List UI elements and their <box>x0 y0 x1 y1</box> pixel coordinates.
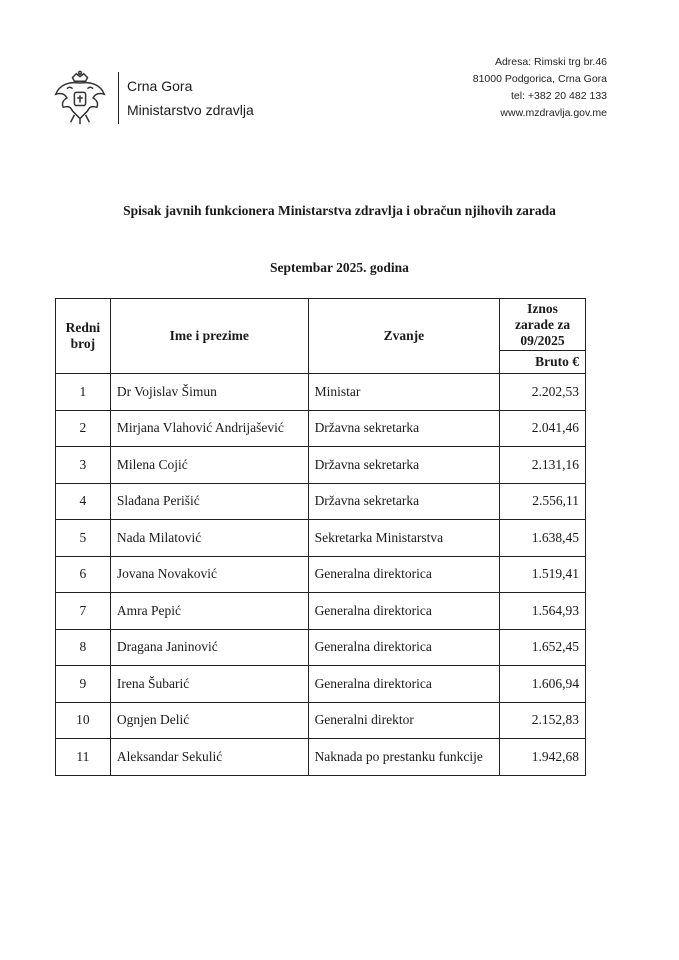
row-position: Generalna direktorica <box>308 593 500 630</box>
document-title: Spisak javnih funkcionera Ministarstva zdravlja i obračun njihovih zarada <box>123 203 556 218</box>
contact-address <box>473 54 607 122</box>
address-phone: tel: +382 20 482 133 <box>510 90 607 102</box>
row-number: 11 <box>56 739 111 776</box>
row-number: 9 <box>56 666 111 703</box>
table-row <box>56 520 586 557</box>
row-position: Generalna direktorica <box>308 556 500 593</box>
table-row <box>56 556 586 593</box>
row-name: Jovana Novaković <box>110 556 308 593</box>
row-name: Ognjen Delić <box>110 702 308 739</box>
row-number: 2 <box>56 410 111 447</box>
row-name: Mirjana Vlahović Andrijašević <box>110 410 308 447</box>
row-name: Irena Šubarić <box>110 666 308 703</box>
row-name: Amra Pepić <box>110 593 308 630</box>
table-row <box>56 374 586 411</box>
row-position: Državna sekretarka <box>308 410 500 447</box>
row-position: Naknada po prestanku funkcije <box>308 739 500 776</box>
table-row <box>56 593 586 630</box>
address-city: 81000 Podgorica, Crna Gora <box>472 73 607 85</box>
country-name: Crna Gora <box>127 78 193 94</box>
table-row <box>56 447 586 484</box>
row-number: 7 <box>56 593 111 630</box>
row-amount: 1.652,45 <box>500 629 586 666</box>
row-name: Dr Vojislav Šimun <box>110 374 308 411</box>
row-amount: 1.564,93 <box>500 593 586 630</box>
row-position: Ministar <box>308 374 500 411</box>
montenegro-coat-of-arms-icon <box>52 70 108 126</box>
header-position: Zvanje <box>308 299 500 374</box>
table-row <box>56 483 586 520</box>
table-row <box>56 702 586 739</box>
row-number: 1 <box>56 374 111 411</box>
row-name: Aleksandar Sekulić <box>110 739 308 776</box>
row-amount: 1.942,68 <box>500 739 586 776</box>
header-amount-gross: Bruto € <box>500 351 586 374</box>
row-position: Državna sekretarka <box>308 483 500 520</box>
salary-table <box>55 298 586 776</box>
row-amount: 1.519,41 <box>500 556 586 593</box>
row-name: Slađana Perišić <box>110 483 308 520</box>
table-row <box>56 410 586 447</box>
row-amount: 2.202,53 <box>500 374 586 411</box>
ministry-header <box>52 70 254 126</box>
row-amount: 2.556,11 <box>500 483 586 520</box>
table-row <box>56 666 586 703</box>
header-number: Redni broj <box>56 299 111 374</box>
row-position: Sekretarka Ministarstva <box>308 520 500 557</box>
ministry-name: Ministarstvo zdravlja <box>127 102 254 118</box>
row-amount: 2.152,83 <box>500 702 586 739</box>
row-name: Milena Cojić <box>110 447 308 484</box>
organization-name <box>127 74 254 122</box>
row-amount: 2.131,16 <box>500 447 586 484</box>
header-divider <box>118 72 119 124</box>
row-name: Dragana Janinović <box>110 629 308 666</box>
row-amount: 2.041,46 <box>500 410 586 447</box>
row-position: Generalna direktorica <box>308 666 500 703</box>
row-amount: 1.638,45 <box>500 520 586 557</box>
row-number: 6 <box>56 556 111 593</box>
table-header-row <box>56 299 586 351</box>
header-name: Ime i prezime <box>110 299 308 374</box>
row-position: Generalna direktorica <box>308 629 500 666</box>
row-number: 10 <box>56 702 111 739</box>
row-number: 3 <box>56 447 111 484</box>
row-number: 8 <box>56 629 111 666</box>
document-period: Septembar 2025. godina <box>270 260 409 275</box>
address-street: Adresa: Rimski trg br.46 <box>494 56 607 68</box>
row-number: 5 <box>56 520 111 557</box>
row-position: Državna sekretarka <box>308 447 500 484</box>
address-website: www.mzdravlja.gov.me <box>500 107 607 119</box>
table-row <box>56 739 586 776</box>
row-number: 4 <box>56 483 111 520</box>
row-amount: 1.606,94 <box>500 666 586 703</box>
header-amount: Iznos zarade za 09/2025 <box>500 299 586 351</box>
row-position: Generalni direktor <box>308 702 500 739</box>
table-row <box>56 629 586 666</box>
row-name: Nada Milatović <box>110 520 308 557</box>
